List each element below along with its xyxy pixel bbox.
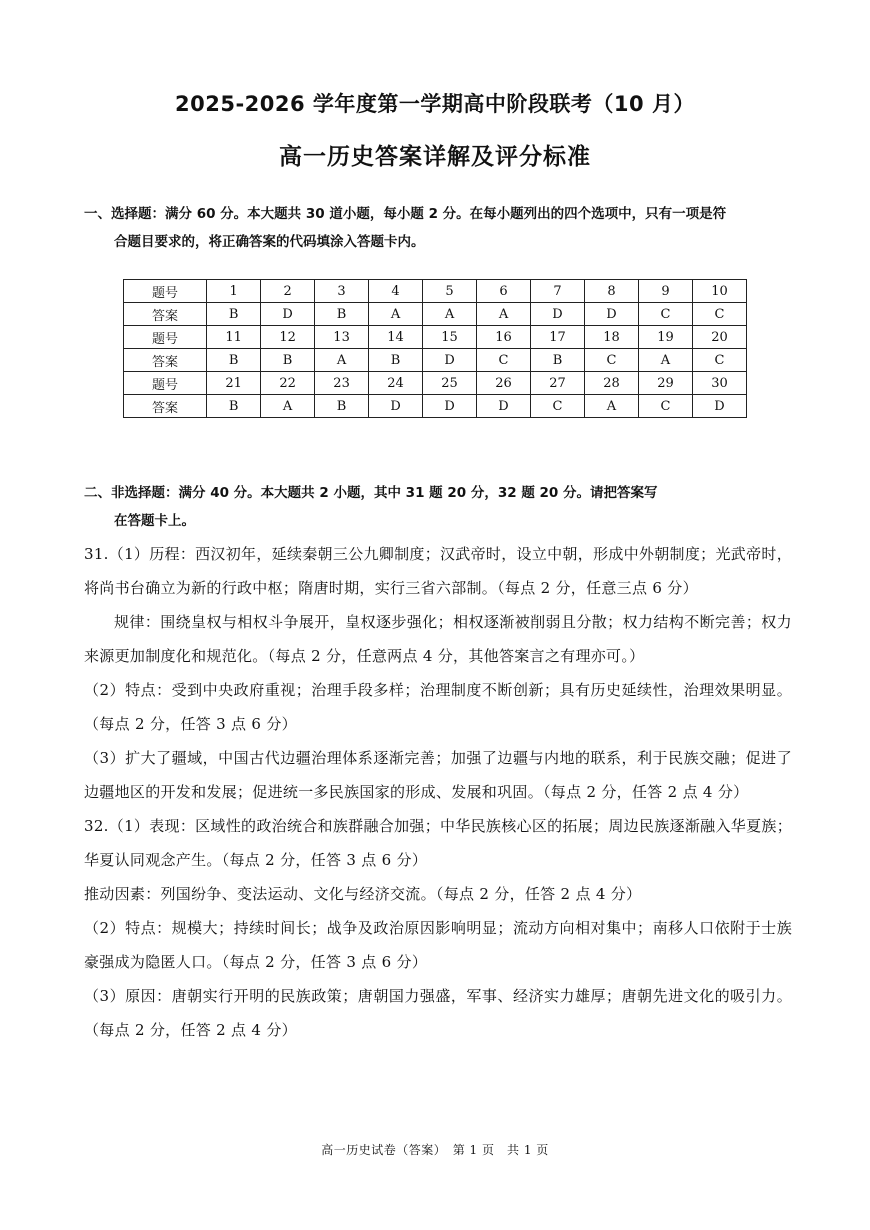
table-cell: A [369,303,423,326]
table-cell: 28 [585,372,639,395]
table-cell: C [585,349,639,372]
table-cell: D [369,395,423,418]
table-cell: 25 [423,372,477,395]
table-row-header-cell: 答案 [124,303,207,326]
table-cell: B [207,395,261,418]
table-cell: 21 [207,372,261,395]
table-cell: C [638,303,692,326]
q31-part2: （2）特点：受到中央政府重视；治理手段多样；治理制度不断创新；具有历史延续性，治理效果明显。（每点 2 分，任答 3 点 6 分） [84,681,792,733]
table-cell: A [638,349,692,372]
exam-title: 2025-2026 学年度第一学期高中阶段联考（10 月） [175,92,695,116]
table-cell: 27 [531,372,585,395]
q31-part1-process: 31.（1）历程：西汉初年，延续秦朝三公九卿制度；汉武帝时，设立中朝，形成中外朝制度；光武帝时，将尚书台确立为新的行政中枢；隋唐时期，实行三省六部制。（每点 2 分，任意三点 6 分） [84,545,792,597]
answer-explanations [84,537,792,1047]
table-cell: A [261,395,315,418]
table-row-answers [124,349,747,372]
table-cell: B [261,349,315,372]
table-cell: B [207,349,261,372]
table-cell: 17 [531,326,585,349]
q32-part1-factors: 推动因素：列国纷争、变法运动、文化与经济交流。（每点 2 分，任答 2 点 4 分） [84,885,642,903]
table-cell: 1 [207,280,261,303]
table-cell: 15 [423,326,477,349]
table-cell: B [315,395,369,418]
table-cell: 30 [692,372,746,395]
table-cell: 6 [477,280,531,303]
table-cell: 22 [261,372,315,395]
table-row-question-numbers [124,372,747,395]
table-cell: 16 [477,326,531,349]
table-cell: 13 [315,326,369,349]
table-cell: 20 [692,326,746,349]
table-row-header-cell: 答案 [124,395,207,418]
table-cell: D [423,349,477,372]
table-cell: B [207,303,261,326]
table-cell: 2 [261,280,315,303]
table-cell: C [692,303,746,326]
table-row-question-numbers [124,280,747,303]
table-row-header-cell: 题号 [124,372,207,395]
table-cell: A [423,303,477,326]
q31-part1-rule: 规律：围绕皇权与相权斗争展开，皇权逐步强化；相权逐渐被削弱且分散；权力结构不断完善；权力来源更加制度化和规范化。（每点 2 分，任意两点 4 分，其他答案言之有理亦可。） [84,613,792,665]
table-cell: B [369,349,423,372]
table-cell: 23 [315,372,369,395]
q31-part3: （3）扩大了疆域，中国古代边疆治理体系逐渐完善；加强了边疆与内地的联系，利于民族交融；促进了边疆地区的开发和发展；促进统一多民族国家的形成、发展和巩固。（每点 2 分，任答 2 点 4 分） [84,749,792,801]
table-cell: 7 [531,280,585,303]
table-cell: A [315,349,369,372]
document-subtitle: 高一历史答案详解及评分标准 [279,144,591,170]
table-cell: D [531,303,585,326]
table-cell: D [692,395,746,418]
table-row-header-cell: 答案 [124,349,207,372]
table-cell: D [477,395,531,418]
table-cell: D [585,303,639,326]
table-cell: C [531,395,585,418]
section2-line1: 二、非选择题：满分 40 分。本大题共 2 小题，其中 31 题 20 分，32 题 20 分。请把答案写 [84,485,658,501]
table-cell: 26 [477,372,531,395]
table-cell: D [423,395,477,418]
table-cell: 10 [692,280,746,303]
table-cell: 12 [261,326,315,349]
q32-part2: （2）特点：规模大；持续时间长；战争及政治原因影响明显；流动方向相对集中；南移人口依附于士族豪强成为隐匿人口。（每点 2 分，任答 3 点 6 分） [84,919,792,971]
table-cell: 11 [207,326,261,349]
page-footer: 高一历史试卷（答案） 第 1 页 共 1 页 [321,1143,549,1157]
table-cell: D [261,303,315,326]
table-row-header-cell: 题号 [124,326,207,349]
table-cell: C [692,349,746,372]
section2-instructions [84,479,790,535]
table-row-answers [124,395,747,418]
q32-part1-performance: 32.（1）表现：区域性的政治统合和族群融合加强；中华民族核心区的拓展；周边民族逐渐融入华夏族；华夏认同观念产生。（每点 2 分，任答 3 点 6 分） [84,817,792,869]
section1-instructions [84,200,790,256]
section1-line2: 合题目要求的，将正确答案的代码填涂入答题卡内。 [114,234,425,250]
table-cell: 19 [638,326,692,349]
table-cell: 9 [638,280,692,303]
table-row-answers [124,303,747,326]
table-row-header-cell: 题号 [124,280,207,303]
table-cell: 5 [423,280,477,303]
table-cell: C [638,395,692,418]
table-cell: B [531,349,585,372]
table-cell: 14 [369,326,423,349]
answer-table [123,279,747,418]
table-row-question-numbers [124,326,747,349]
table-cell: 3 [315,280,369,303]
table-cell: A [585,395,639,418]
q32-part3: （3）原因：唐朝实行开明的民族政策；唐朝国力强盛，军事、经济实力雄厚；唐朝先进文化的吸引力。（每点 2 分，任答 2 点 4 分） [84,987,792,1039]
section1-line1: 一、选择题：满分 60 分。本大题共 30 道小题，每小题 2 分。在每小题列出的四个选项中，只有一项是符 [84,206,727,222]
table-cell: 29 [638,372,692,395]
table-cell: A [477,303,531,326]
section2-line2: 在答题卡上。 [114,513,195,529]
table-cell: 24 [369,372,423,395]
table-cell: 4 [369,280,423,303]
table-cell: B [315,303,369,326]
table-cell: 18 [585,326,639,349]
table-cell: 8 [585,280,639,303]
table-cell: C [477,349,531,372]
